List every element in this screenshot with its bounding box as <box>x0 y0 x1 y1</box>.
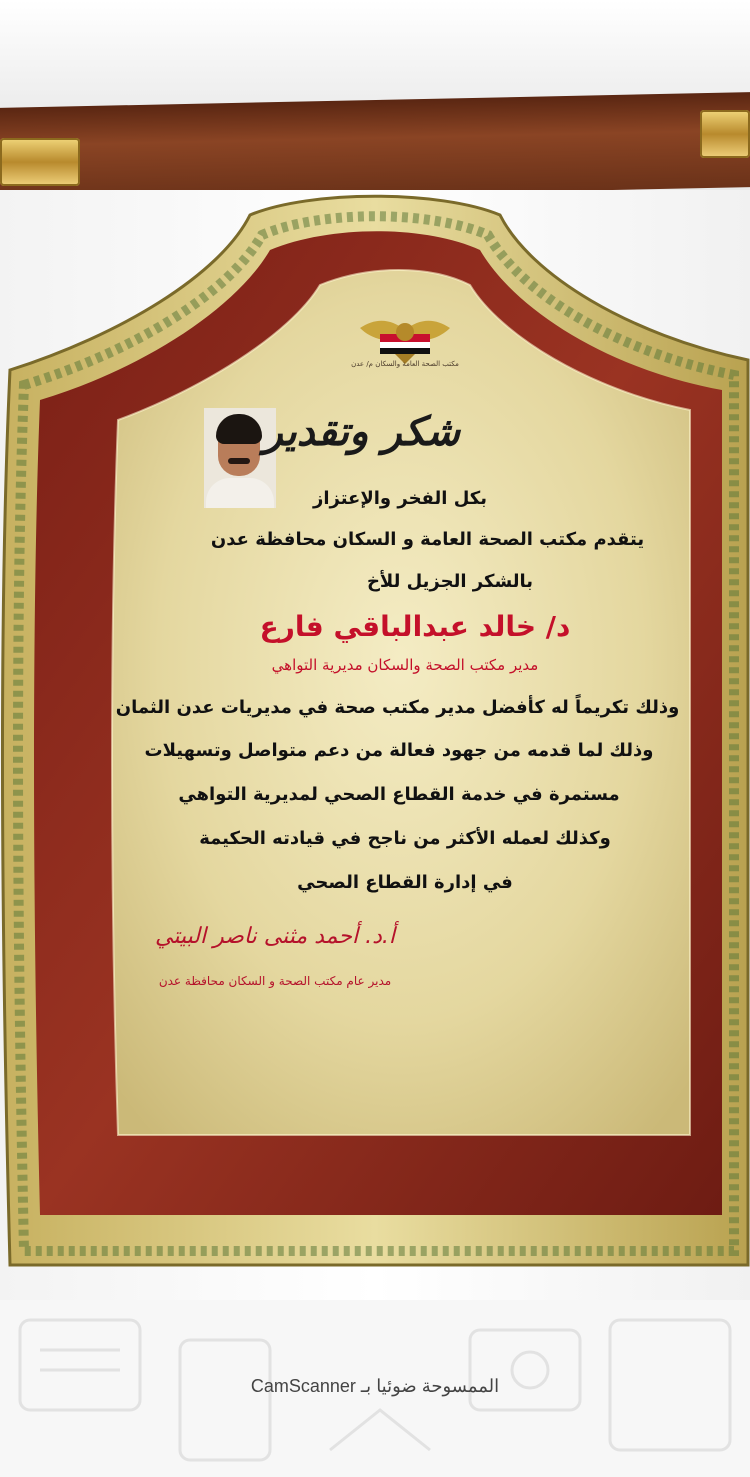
body-line-1: وذلك تكريماً له كأفضل مدير مكتب صحة في مديريات عدن الثمان <box>115 697 680 718</box>
body-line-3: مستمرة في خدمة القطاع الصحي لمديرية التواهي <box>178 784 620 805</box>
signatory-name: أ.د. أحمد مثنى ناصر البيتي <box>155 924 395 949</box>
signatory-title: مدير عام مكتب الصحة و السكان محافظة عدن <box>158 974 392 988</box>
recipient-name: د/ خالد عبدالباقي فارع <box>259 610 571 643</box>
line-presenter: يتقدم مكتب الصحة العامة و السكان محافظة عدن <box>210 529 645 550</box>
body-line-5: في إدارة القطاع الصحي <box>297 872 513 893</box>
line-pride: بكل الفخر والإعتزاز <box>312 488 487 509</box>
hinge-left <box>0 138 80 186</box>
title-calligraphy: شكر وتقدير <box>263 408 460 455</box>
recipient-title: مدير مكتب الصحة والسكان مديرية التواهي <box>271 656 539 674</box>
body-line-2: وذلك لما قدمه من جهود فعالة من دعم متواصل وتسهيلات <box>144 740 654 761</box>
body-line-4: وكذلك لعمله الأكثر من ناجح في قيادته الحكيمة <box>199 828 611 849</box>
camscanner-watermark: CamScanner الممسوحة ضوئيا بـ <box>250 1376 500 1396</box>
line-thanks: بالشكر الجزيل للأخ <box>366 571 534 592</box>
hinge-right <box>700 110 750 158</box>
emblem-caption: مكتب الصحة العامة والسكان م/ عدن <box>351 360 459 368</box>
